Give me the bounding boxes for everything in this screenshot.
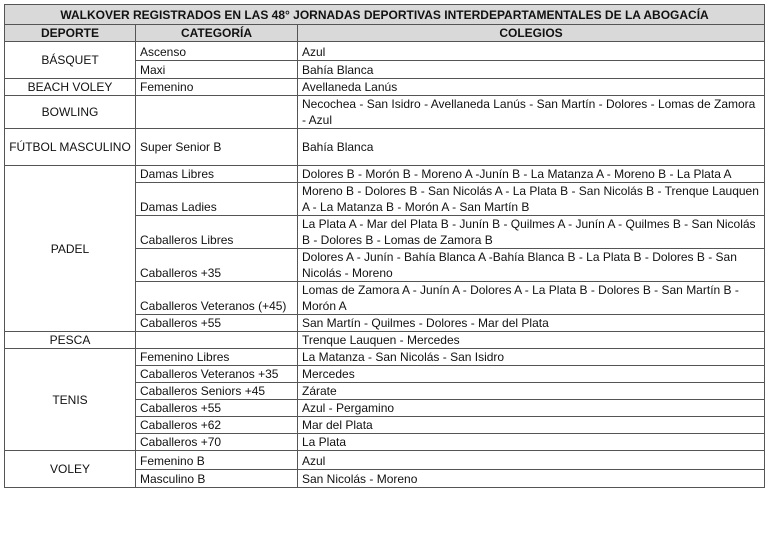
walkover-sheet [4,4,764,488]
colegios-cell: La Matanza - San Nicolás - San Isidro [298,349,765,366]
table-row [5,349,765,366]
colegios-cell: Azul - Pergamino [298,400,765,417]
categoria-cell: Caballeros +55 [136,315,298,332]
categoria-cell: Femenino B [136,451,298,470]
colegios-cell: San Nicolás - Moreno [298,469,765,488]
categoria-cell: Caballeros Veteranos +35 [136,366,298,383]
table-title: WALKOVER REGISTRADOS EN LAS 48° JORNADAS DEPORTIVAS INTERDEPARTAMENTALES DE LA ABOGACÍA [5,5,765,25]
colegios-cell: Trenque Lauquen - Mercedes [298,332,765,349]
categoria-cell: Caballeros Libres [136,216,298,249]
header-categoria: CATEGORÍA [136,25,298,42]
categoria-cell: Caballeros +55 [136,400,298,417]
categoria-cell: Femenino Libres [136,349,298,366]
colegios-cell: Zárate [298,383,765,400]
categoria-cell: Maxi [136,60,298,79]
sport-pesca: PESCA [5,332,136,349]
colegios-cell: Dolores A - Junín - Bahía Blanca A -Bahía Blanca B - La Plata B - Dolores B - San Nicolás - Moreno [298,249,765,282]
table-row [5,79,765,96]
categoria-cell [136,332,298,349]
colegios-cell: Mar del Plata [298,417,765,434]
categoria-cell: Super Senior B [136,129,298,166]
sport-voley: VOLEY [5,451,136,488]
header-row [5,25,765,42]
colegios-cell: Bahía Blanca [298,129,765,166]
colegios-cell: Avellaneda Lanús [298,79,765,96]
categoria-cell: Damas Libres [136,166,298,183]
categoria-cell: Masculino B [136,469,298,488]
colegios-cell: Necochea - San Isidro - Avellaneda Lanús - San Martín - Dolores - Lomas de Zamora - Azul [298,96,765,129]
sport-bowling: BOWLING [5,96,136,129]
categoria-cell: Caballeros +35 [136,249,298,282]
colegios-cell: Mercedes [298,366,765,383]
table-row [5,166,765,183]
colegios-cell: Lomas de Zamora A - Junín A - Dolores A - La Plata B - Dolores B - San Martín B - Morón A [298,282,765,315]
colegios-cell: Bahía Blanca [298,60,765,79]
categoria-cell [136,96,298,129]
categoria-cell: Caballeros Seniors +45 [136,383,298,400]
sport-padel: PADEL [5,166,136,332]
table-row [5,332,765,349]
header-deporte: DEPORTE [5,25,136,42]
colegios-cell: Azul [298,451,765,470]
colegios-cell: Dolores B - Morón B - Moreno A -Junín B - La Matanza A - Moreno B - La Plata A [298,166,765,183]
colegios-cell: La Plata A - Mar del Plata B - Junín B - Quilmes A - Junín A - Quilmes B - San Nicolás B - Dolores B - Lomas de Zamora B [298,216,765,249]
categoria-cell: Caballeros +70 [136,434,298,451]
table-row [5,42,765,61]
walkover-table [4,4,765,488]
sport-basquet: BÁSQUET [5,42,136,79]
table-row [5,96,765,129]
colegios-cell: Moreno B - Dolores B - San Nicolás A - La Plata B - San Nicolás B - Trenque Lauquen A - La Matanza B - Morón A - San Martín B [298,183,765,216]
categoria-cell: Ascenso [136,42,298,61]
colegios-cell: Azul [298,42,765,61]
colegios-cell: La Plata [298,434,765,451]
categoria-cell: Caballeros Veteranos (+45) [136,282,298,315]
sport-futbol-masculino: FÚTBOL MASCULINO [5,129,136,166]
categoria-cell: Caballeros +62 [136,417,298,434]
sport-tenis: TENIS [5,349,136,451]
sport-beach-voley: BEACH VOLEY [5,79,136,96]
header-colegios: COLEGIOS [298,25,765,42]
table-row [5,129,765,166]
table-row [5,451,765,470]
colegios-cell: San Martín - Quilmes - Dolores - Mar del Plata [298,315,765,332]
categoria-cell: Femenino [136,79,298,96]
title-row [5,5,765,25]
categoria-cell: Damas Ladies [136,183,298,216]
